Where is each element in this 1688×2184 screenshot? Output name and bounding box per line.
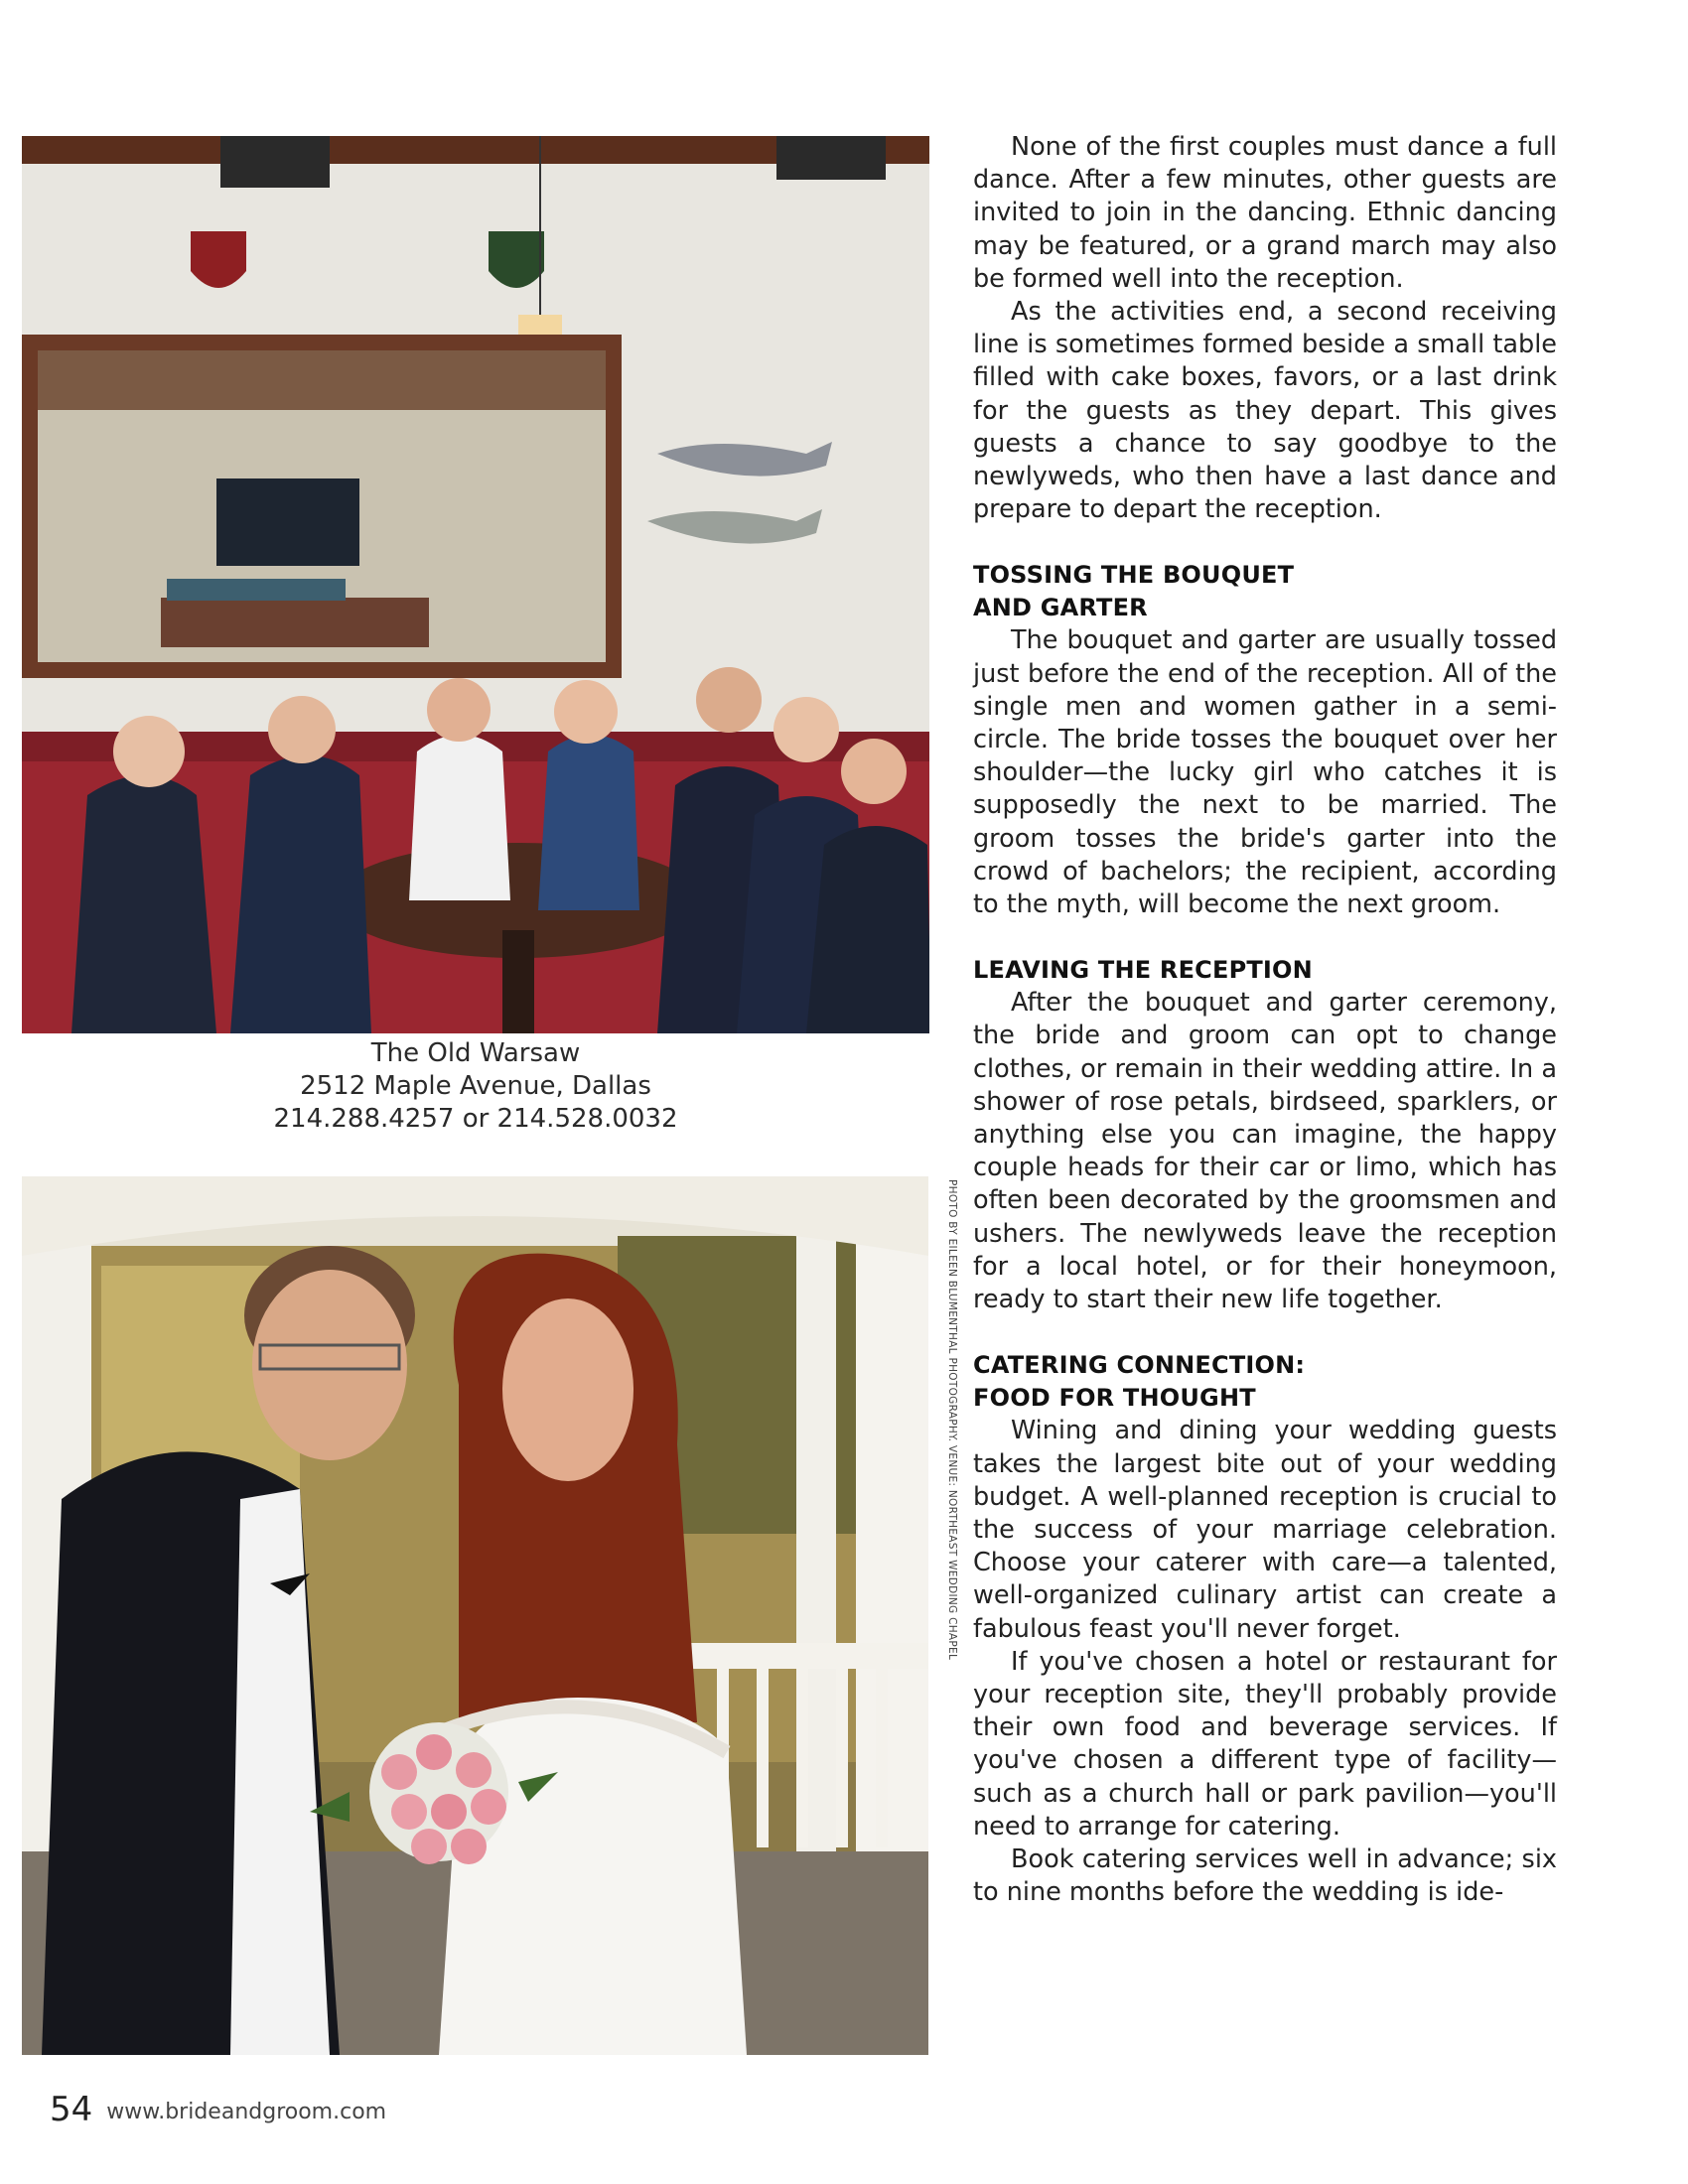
section-spacer: [973, 1316, 1557, 1349]
heading-bouquet-garter-line1: TOSSING THE BOUQUET: [973, 561, 1295, 590]
paragraph-bouquet-garter: The bouquet and garter are usually tossed just before the end of the reception. All of the single men and women gather in a semi-circle. The bride tosses the bouquet over her shoulder—the lucky girl who catches it is supposedly the next to be married. The groom tosses the bride's garter into the crowd of bachelors; the recipient, according to the myth, will become the next groom.: [973, 625, 1557, 920]
groomsmen-photo: [22, 136, 929, 1033]
heading-catering-line2: FOOD FOR THOUGHT: [973, 1384, 1256, 1413]
couple-photo: [22, 1176, 928, 2055]
page-footer: [50, 2090, 386, 2129]
paragraph-catering-booking: Book catering services well in advance; six to nine months before the wedding is ide-: [973, 1843, 1557, 1908]
venue-name: The Old Warsaw: [370, 1038, 581, 1068]
section-spacer: [973, 526, 1557, 559]
paragraph-leaving-reception: After the bouquet and garter ceremony, the bride and groom can opt to change clothes, or remain in their wedding attire. In a shower of rose petals, birdseed, sparklers, or anything else you can imagine, the happy couple heads for their car or limo, which has often been decorated by the groomsmen and ushers. The newlyweds leave the reception for a local hotel, or for their honeymoon, ready to start their new life together.: [973, 988, 1557, 1315]
heading-leaving-reception: LEAVING THE RECEPTION: [973, 956, 1313, 985]
heading-bouquet-garter-line2: AND GARTER: [973, 594, 1148, 622]
paragraph-catering-budget: Wining and dining your wedding guests takes the largest bite out of your wedding budget. A well-planned reception is crucial to the success of your marriage celebration. Choose your caterer with care—a talented, well-organized culinary artist can create a fabulous feast you'll never forget.: [973, 1416, 1557, 1644]
venue-caption: [22, 1037, 929, 1136]
paragraph-receiving-line: As the activities end, a second receiving line is sometimes formed beside a small table filled with cake boxes, favors, or a last drink for the guests as they depart. This gives guests a chance to say goodbye to the newlyweds, who then have a last dance and prepare to depart the reception.: [973, 297, 1557, 525]
article-column: [973, 131, 1557, 1909]
paragraph-catering-venue: If you've chosen a hotel or restaurant for your reception site, they'll probably provide their own food and beverage services. If you've chosen a different type of facility—such as a church hall or park pavilion—you'll need to arrange for catering.: [973, 1646, 1557, 1842]
venue-phone: 214.288.4257 or 214.528.0032: [273, 1104, 678, 1134]
paragraph-first-dances: None of the first couples must dance a full dance. After a few minutes, other guests are invited to join in the dancing. Ethnic dancing may be featured, or a grand march may also be formed well into the reception.: [973, 132, 1557, 294]
heading-bouquet-garter: [973, 559, 1557, 624]
footer-url: www.brideandgroom.com: [106, 2100, 387, 2124]
heading-catering: [973, 1349, 1557, 1415]
heading-catering-line1: CATERING CONNECTION:: [973, 1351, 1306, 1380]
section-spacer: [973, 921, 1557, 954]
venue-address: 2512 Maple Avenue, Dallas: [300, 1071, 651, 1101]
page-number: 54: [50, 2090, 93, 2129]
photo-credit: PHOTO BY EILEEN BLUMENTHAL PHOTOGRAPHY. VENUE: NORTHEAST WEDDING CHAPEL: [946, 1179, 958, 1661]
